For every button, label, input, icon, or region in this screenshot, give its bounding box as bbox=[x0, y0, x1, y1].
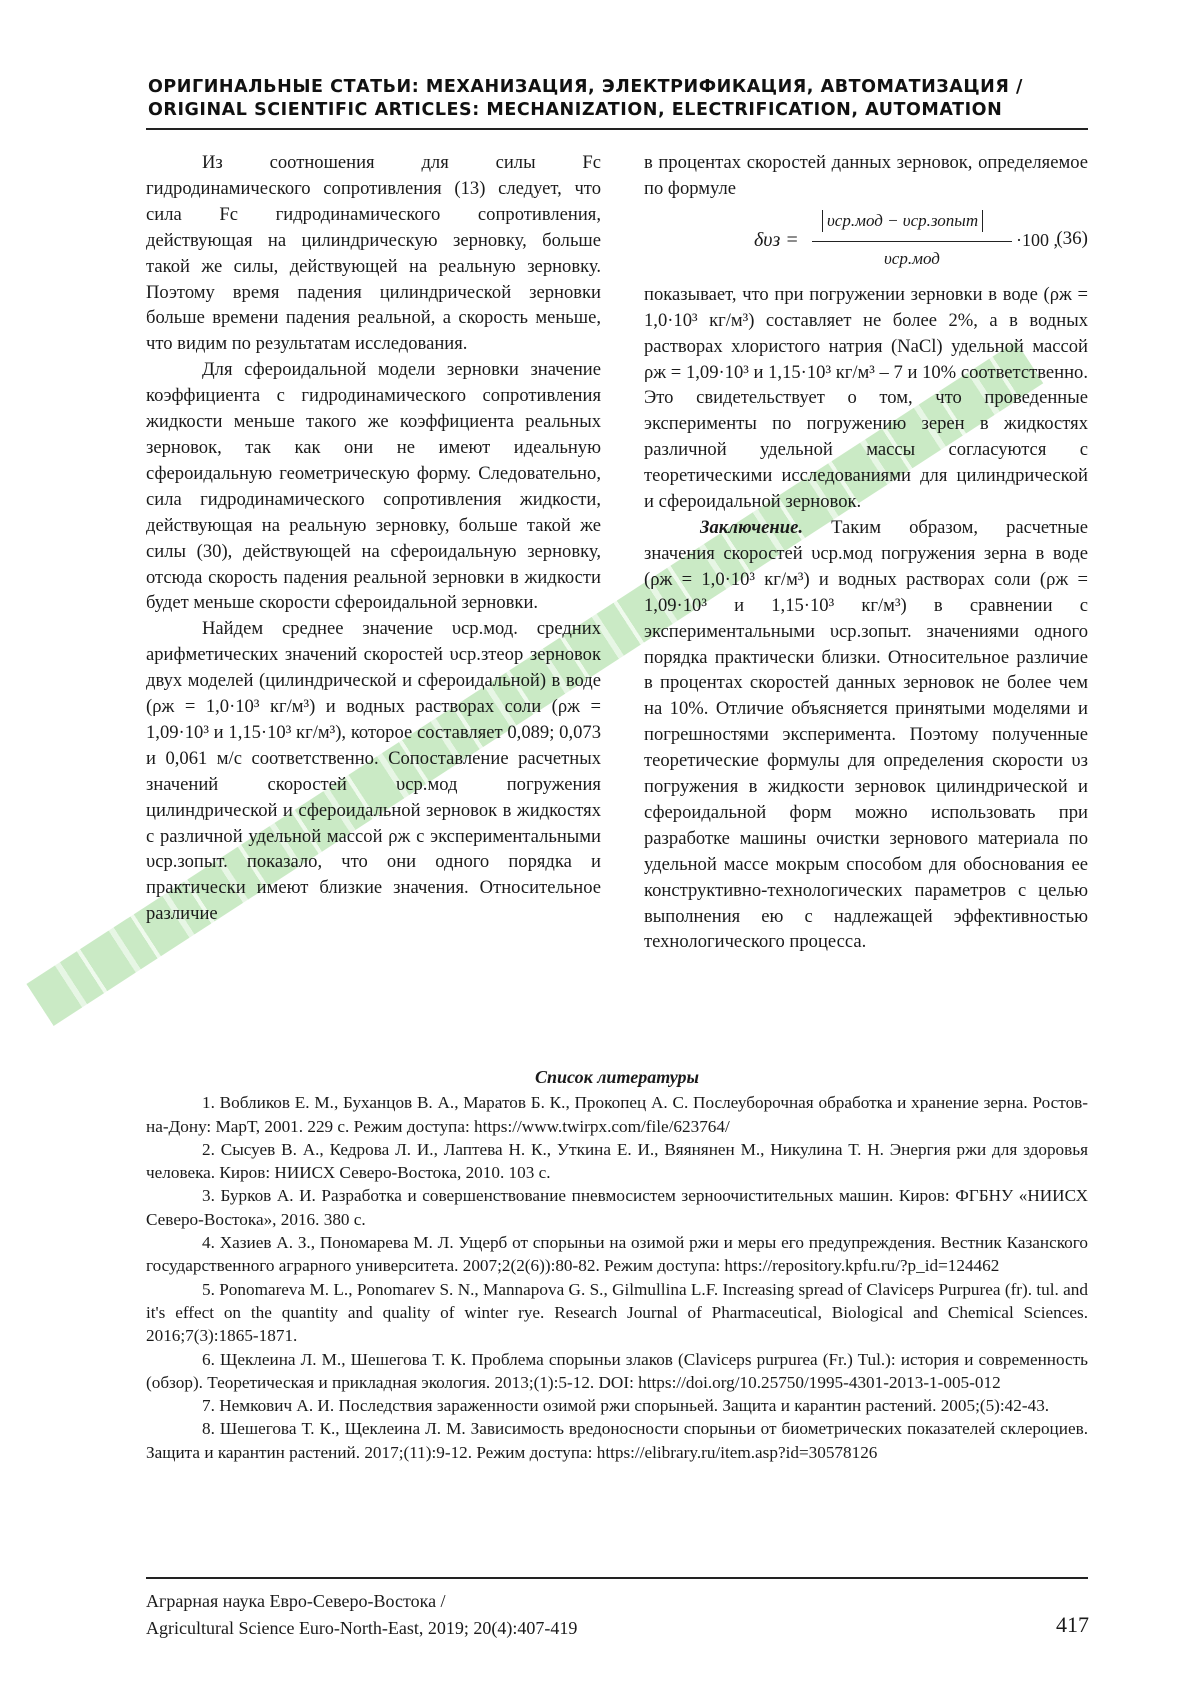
footer-journal-en: Agricultural Science Euro-North-East, 2019; 20(4):407-419 bbox=[146, 1618, 578, 1638]
reference-item: 3. Бурков А. И. Разработка и совершенствование пневмосистем зерноочистительных машин. Киров: ФГБНУ «НИИСХ Северо-Востока», 2016. 380 с. bbox=[146, 1186, 1088, 1229]
journal-header bbox=[148, 76, 1088, 122]
header-line-en: ORIGINAL SCIENTIFIC ARTICLES: MECHANIZATION, ELECTRIFICATION, AUTOMATION bbox=[148, 100, 1003, 120]
reference-item: 4. Хазиев А. З., Пономарева М. Л. Ущерб от спорыньи на озимой ржи и меры его предупреждения. Вестник Казанского государственного аграрного университета. 2007;2(2(6)):80-82. Режим доступа: https://repository.kpfu.ru/?p_id=124462 bbox=[146, 1233, 1088, 1276]
right-paragraph-2: показывает, что при погружении зерновки в воде (ρж = 1,0·10³ кг/м³) составляет не более 2%, а в водных растворах хлористого натрия (NaCl) удельной массой ρж = 1,09·10³ и 1,15·10³ кг/м³ – 7 и 10% соответственно. Это свидетельствует о том, что проведенные эксперименты по погружению зерен в жидкостях различной удельной массы согласуются с теоретическими исследованиями для цилиндрической и сфероидальной зерновок. bbox=[644, 283, 1088, 513]
references-section bbox=[146, 1066, 1088, 1464]
reference-item: 5. Ponomareva M. L., Ponomarev S. N., Mannapova G. S., Gilmullina L.F. Increasing spread of Claviceps Purpurea (fr). tul. and it's effect on the quantity and quality of winter rye. Research Journal of Pharmaceutical, Biological and Chemical Sciences. 2016;7(3):1865-1871. bbox=[146, 1279, 1088, 1346]
footer-journal-ru: Аграрная наука Евро-Северо-Востока / bbox=[146, 1591, 446, 1611]
right-paragraph-1: в процентах скоростей данных зерновок, определяемое по формуле bbox=[644, 152, 1088, 199]
formula-number: (36) bbox=[1056, 227, 1088, 249]
header-rule bbox=[146, 128, 1088, 130]
reference-item: 2. Сысуев В. А., Кедрова Л. И., Лаптева Н. К., Уткина Е. И., Вяянянен М., Никулина Т. Н. Энергия ржи для здоровья человека. Киров: НИИСХ Северо-Востока, 2010. 103 с. bbox=[146, 1139, 1088, 1183]
left-paragraph-2: Для сфероидальной модели зерновки значение коэффициента c гидродинамического сопротивления жидкости меньше такого же коэффициента реальных зерновок, так как они не имеют идеальную сфероидальную геометрическую форму. Следовательно, сила гидродинамического сопротивления жидкости, действующая на реальную зерновку, больше такой же силы (30), действующей на сфероидальную зерновку, отсюда скорость падения реальной зерновки в жидкости будет меньше скорости сфероидальной зерновки. bbox=[146, 359, 601, 614]
reference-item: 6. Щеклеина Л. М., Шешегова Т. К. Проблема спорыньи злаков (Claviceps purpurea (Fr.) Tul.): история и современность (обзор). Теоретическая и прикладная экология. 2013;(1):5-12. DOI: https://doi.org/10.25750/1995-4301-2013-1-005-012 bbox=[146, 1349, 1088, 1392]
conclusion-text: Таким образом, расчетные значения скоростей υср.мод погружения зерна в воде (ρж = 1,0·10³ кг/м³) и водных растворах соли (ρж = 1,09·10³ и 1,15·10³ кг/м³) в сравнении с экспериментальными υср.зопыт. значениями одного порядка практически близки. Относительное различие в процентах скоростей данных зерновок не более чем на 10%. Отличие объясняется принятыми моделями и погрешностями эксперимента. Поэтому полученные теоретические формулы для определения скорости υз погружения в жидкости зерновок цилиндрической и сфероидальной форм можно использовать при разработке машины очистки зернового материала по удельной массе мокрым способом для обоснования ее конструктивно-технологических параметров с целью выполнения ею с надлежащей эффективностью технологического процесса. bbox=[644, 516, 1088, 953]
formula-tail: ·100 , bbox=[1016, 229, 1058, 250]
left-paragraph-1: Из соотношения для силы Fс гидродинамического сопротивления (13) следует, что сила Fс гидродинамического сопротивления, действующая на цилиндрическую зерновку, больше такой же силы, действующей на реальную зерновку. Поэтому время падения цилиндрической зерновки больше времени падения реальной, а скорость меньше, что видим по результатам исследования. bbox=[146, 152, 601, 355]
page-number: 417 bbox=[1056, 1612, 1089, 1637]
reference-item: 1. Вобликов Е. М., Буханцов В. А., Маратов Б. К., Прокопец А. С. Послеуборочная обработка и хранение зерна. Ростов-на-Дону: МарТ, 2001. 229 с. Режим доступа: https://www.twirpx.com/file/623764/ bbox=[146, 1093, 1088, 1136]
formula-fraction-bar bbox=[812, 241, 1012, 243]
footer bbox=[146, 1588, 577, 1642]
footer-rule bbox=[146, 1577, 1088, 1579]
formula-numerator: υср.мод − υср.зопыт bbox=[822, 210, 983, 232]
conclusion-paragraph bbox=[644, 515, 1088, 955]
conclusion-keyword: Заключение. bbox=[700, 516, 804, 538]
formula-denominator: υср.мод bbox=[884, 248, 940, 268]
right-column bbox=[644, 150, 1088, 955]
reference-item: 7. Немкович А. И. Последствия зараженности озимой ржи спорыньей. Защита и карантин растений. 2005;(5):42-43. bbox=[202, 1396, 1050, 1416]
header-line-ru: ОРИГИНАЛЬНЫЕ СТАТЬИ: МЕХАНИЗАЦИЯ, ЭЛЕКТРИФИКАЦИЯ, АВТОМАТИЗАЦИЯ / bbox=[148, 77, 1023, 97]
formula-lhs: δυз = bbox=[754, 228, 799, 251]
left-paragraph-3: Найдем среднее значение υср.мод. средних арифметических значений скоростей υср.зтеор зерновок двух моделей (цилиндрической и сфероидальной) в воде (ρж = 1,0·10³ кг/м³) и водных растворах соли (ρж = 1,09·10³ и 1,15·10³ кг/м³), которое составляет 0,089; 0,073 и 0,061 м/с соответственно. Сопоставление расчетных значений скоростей υср.мод погружения цилиндрической и сфероидальной зерновок в жидкостях с различной удельной массой ρж с экспериментальными υср.зопыт. показало, что они одного порядка и практически имеют близкие значения. Относительное различие bbox=[146, 618, 601, 925]
reference-item: 8. Шешегова Т. К., Щеклеина Л. М. Зависимость вредоносности спорыньи от биометрических показателей склероциев. Защита и карантин растений. 2017;(11):9-12. Режим доступа: https://elibrary.ru/item.asp?id=30578126 bbox=[146, 1419, 1088, 1462]
references-title: Список литературы bbox=[535, 1067, 699, 1087]
left-column bbox=[146, 150, 601, 927]
formula-36 bbox=[644, 206, 1088, 280]
